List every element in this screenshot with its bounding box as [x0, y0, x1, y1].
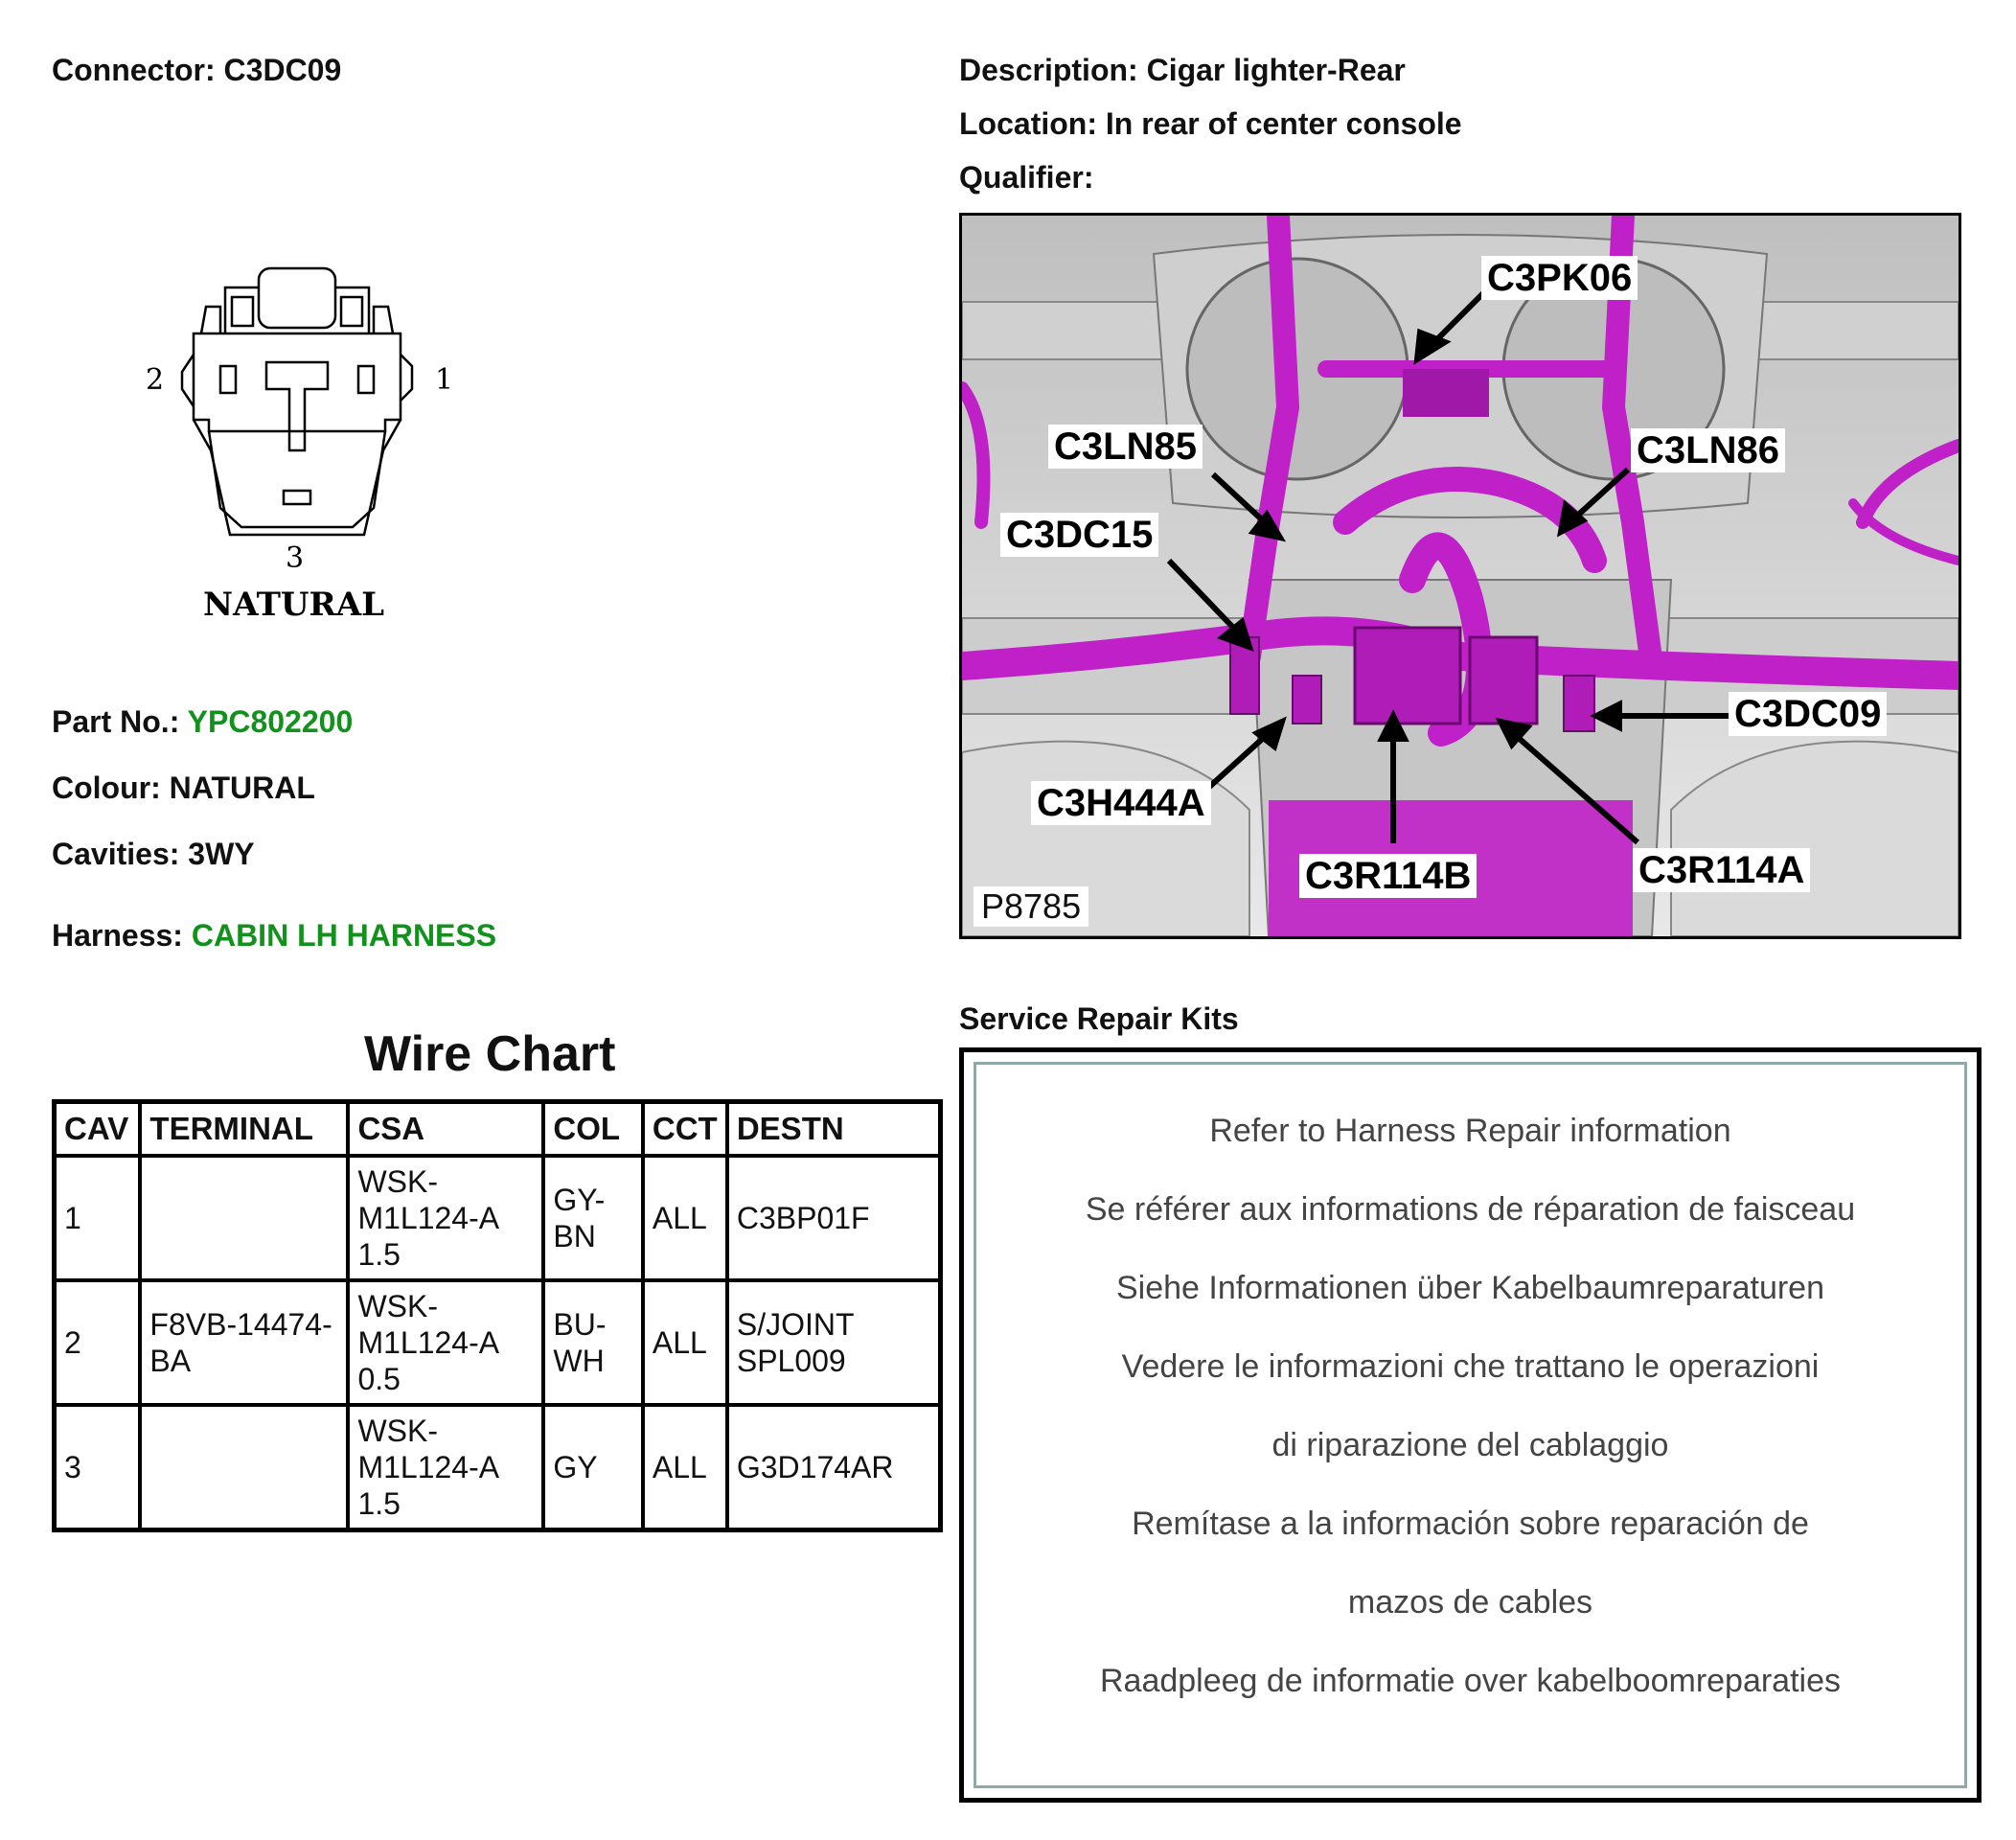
- colour-line: [52, 770, 315, 806]
- colour-value: NATURAL: [169, 770, 315, 805]
- harness-line: [52, 918, 496, 954]
- header-cav: CAV: [55, 1102, 141, 1157]
- description-line: [959, 53, 1406, 88]
- cavities-line: [52, 837, 255, 872]
- cell-cct: ALL: [643, 1280, 727, 1405]
- header-csa: CSA: [348, 1102, 543, 1157]
- callout-c3h444a: C3H444A: [1031, 781, 1211, 825]
- cell-cct: ALL: [643, 1405, 727, 1530]
- callout-c3pk06: C3PK06: [1481, 256, 1638, 300]
- connector-id: C3DC09: [223, 53, 342, 87]
- cell-col: GY-BN: [543, 1156, 643, 1280]
- description-label: Description:: [959, 53, 1138, 87]
- callout-c3ln86: C3LN86: [1631, 428, 1785, 472]
- repair-line-spanish-2: mazos de cables: [1347, 1584, 1593, 1621]
- cell-cct: ALL: [643, 1156, 727, 1280]
- repair-line-french: Se référer aux informations de réparation de faisceau: [1085, 1191, 1856, 1228]
- harness-link[interactable]: CABIN LH HARNESS: [191, 918, 497, 953]
- header-destn: DESTN: [727, 1102, 941, 1157]
- repair-line-spanish-1: Remítase a la información sobre reparación de: [1132, 1506, 1809, 1542]
- cavities-label: Cavities:: [52, 837, 180, 871]
- cell-cav: 1: [55, 1156, 141, 1280]
- callout-c3r114b: C3R114B: [1299, 854, 1477, 898]
- location-line: [959, 106, 1462, 142]
- repair-line-english: Refer to Harness Repair information: [1209, 1113, 1731, 1149]
- vehicle-floor-illustration: [962, 216, 1959, 936]
- header-terminal: TERMINAL: [140, 1102, 348, 1157]
- cell-cav: 3: [55, 1405, 141, 1530]
- wire-chart-header-row: [55, 1102, 941, 1157]
- connector-location-photo: [959, 213, 1961, 939]
- repair-line-italian-2: di riparazione del cablaggio: [1271, 1427, 1669, 1463]
- repair-line-dutch: Raadpleeg de informatie over kabelboomreparaties: [1099, 1663, 1842, 1699]
- table-row: [55, 1405, 941, 1530]
- location-value: In rear of center console: [1105, 106, 1462, 141]
- callout-c3ln85: C3LN85: [1048, 425, 1203, 469]
- repair-line-german: Siehe Informationen über Kabelbaumreparaturen: [1115, 1270, 1825, 1306]
- callout-c3dc15: C3DC15: [1000, 513, 1158, 557]
- pin-3-label: 3: [286, 541, 305, 575]
- connector-heading: [52, 53, 341, 88]
- location-label: Location:: [959, 106, 1097, 141]
- header-col: COL: [543, 1102, 643, 1157]
- connector-label: Connector:: [52, 53, 216, 87]
- connector-face-diagram: [125, 259, 479, 632]
- cell-csa: WSK-M1L124-A 0.5: [348, 1280, 543, 1405]
- cell-csa: WSK-M1L124-A 1.5: [348, 1156, 543, 1280]
- pin-1-label: 1: [435, 363, 454, 397]
- repair-line-italian-1: Vedere le informazioni che trattano le operazioni: [1121, 1348, 1820, 1385]
- header-cct: CCT: [643, 1102, 727, 1157]
- cell-destn: S/JOINT SPL009: [727, 1280, 941, 1405]
- callout-c3r114a: C3R114A: [1633, 848, 1810, 892]
- pin-2-label: 2: [146, 363, 165, 397]
- cell-destn: C3BP01F: [727, 1156, 941, 1280]
- callout-c3dc09: C3DC09: [1729, 692, 1887, 736]
- wire-chart-title: Wire Chart: [364, 1026, 616, 1082]
- colour-label: Colour:: [52, 770, 161, 805]
- cavities-value: 3WY: [188, 837, 255, 871]
- service-repair-kits-inner-frame: [974, 1062, 1967, 1788]
- cell-terminal: F8VB-14474-BA: [140, 1280, 348, 1405]
- table-row: [55, 1280, 941, 1405]
- cell-cav: 2: [55, 1280, 141, 1405]
- qualifier-line: [959, 160, 1093, 196]
- part-number-line: [52, 704, 353, 740]
- service-repair-kits-title: Service Repair Kits: [959, 1001, 1239, 1036]
- harness-label: Harness:: [52, 918, 183, 953]
- part-number-link[interactable]: YPC802200: [187, 704, 354, 739]
- service-repair-kits-panel: [959, 1047, 1982, 1803]
- cell-col: BU-WH: [543, 1280, 643, 1405]
- cell-col: GY: [543, 1405, 643, 1530]
- qualifier-label: Qualifier:: [959, 160, 1094, 195]
- cell-csa: WSK-M1L124-A 1.5: [348, 1405, 543, 1530]
- photo-reference-code: P8785: [974, 886, 1088, 927]
- wire-chart-table: [52, 1099, 943, 1532]
- connector-colour-caption: NATURAL: [203, 586, 385, 624]
- cell-destn: G3D174AR: [727, 1405, 941, 1530]
- description-value: Cigar lighter-Rear: [1146, 53, 1406, 87]
- cell-terminal: [140, 1405, 348, 1530]
- table-row: [55, 1156, 941, 1280]
- cell-terminal: [140, 1156, 348, 1280]
- part-number-label: Part No.:: [52, 704, 180, 739]
